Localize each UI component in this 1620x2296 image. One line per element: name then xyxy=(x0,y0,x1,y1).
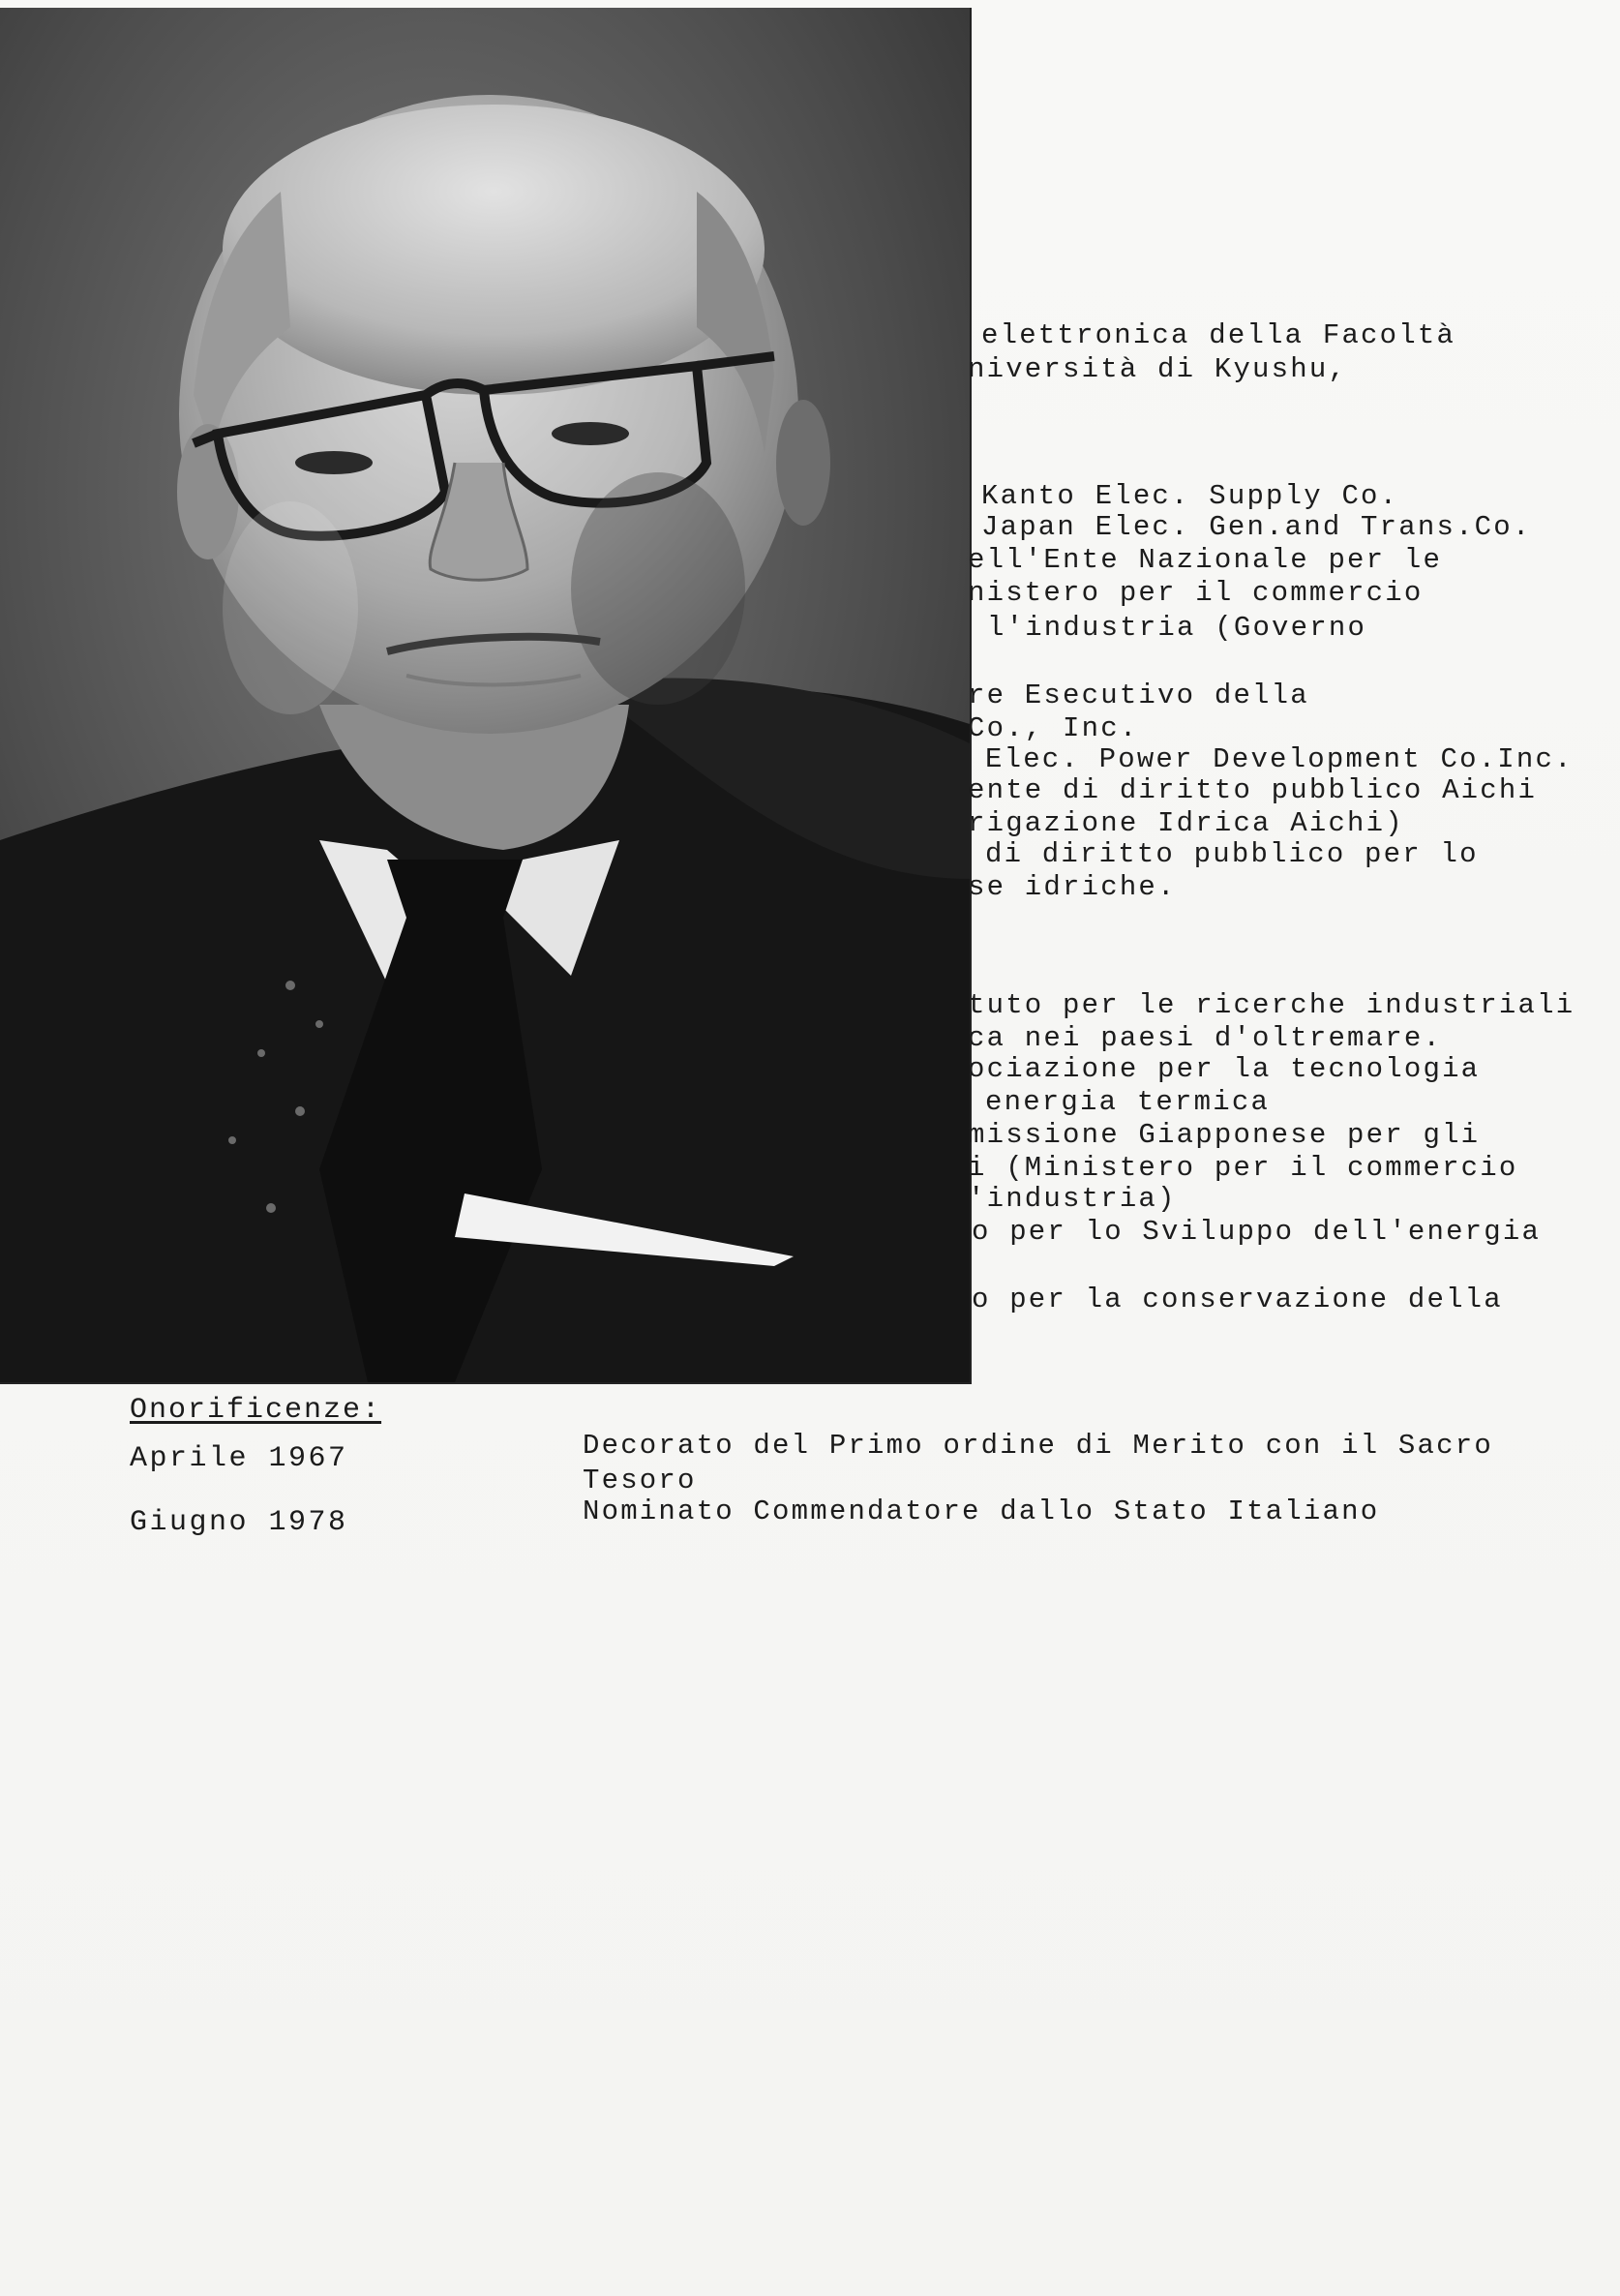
bio-line: elettronica della Facoltà xyxy=(981,319,1456,351)
portrait-photo xyxy=(0,8,972,1384)
honor-date: Aprile 1967 xyxy=(130,1442,348,1475)
bio-line: o per lo Sviluppo dell'energia xyxy=(972,1216,1542,1248)
bio-line: missione Giapponese per gli xyxy=(968,1119,1481,1151)
bio-line: Kanto Elec. Supply Co. xyxy=(981,480,1399,512)
bio-line: rigazione Idrica Aichi) xyxy=(968,807,1404,839)
bio-line: l'industria (Governo xyxy=(987,612,1367,644)
bio-line: Japan Elec. Gen.and Trans.Co. xyxy=(981,511,1532,543)
bio-line: nistero per il commercio xyxy=(968,577,1424,609)
bio-line: i (Ministero per il commercio xyxy=(968,1152,1518,1184)
honors-heading: Onorificenze: xyxy=(130,1394,382,1427)
bio-line: tuto per le ricerche industriali xyxy=(968,989,1575,1021)
bio-line: re Esecutivo della xyxy=(968,680,1309,711)
bio-line: 'industria) xyxy=(968,1183,1177,1215)
bio-line: o per la conservazione della xyxy=(972,1284,1503,1315)
bio-line: Co., Inc. xyxy=(968,712,1139,744)
bio-line: Elec. Power Development Co.Inc. xyxy=(985,743,1574,775)
bio-line: ca nei paesi d'oltremare. xyxy=(968,1022,1443,1054)
honor-date: Giugno 1978 xyxy=(130,1506,348,1539)
bio-line: ell'Ente Nazionale per le xyxy=(968,544,1443,576)
bio-line: ente di diritto pubblico Aichi xyxy=(968,774,1538,806)
honor-description: Decorato del Primo ordine di Merito con il Sacro xyxy=(583,1430,1493,1462)
bio-line: di diritto pubblico per lo xyxy=(985,838,1479,870)
honor-description-continuation: Tesoro xyxy=(583,1465,697,1496)
portrait-drawing xyxy=(0,8,970,1382)
bio-line: se idriche. xyxy=(968,871,1177,903)
bio-line: energia termica xyxy=(985,1086,1271,1118)
bio-line: niversità di Kyushu, xyxy=(968,353,1348,385)
bio-line: ociazione per la tecnologia xyxy=(968,1053,1481,1085)
honor-description: Nominato Commendatore dallo Stato Italiano xyxy=(583,1495,1380,1527)
